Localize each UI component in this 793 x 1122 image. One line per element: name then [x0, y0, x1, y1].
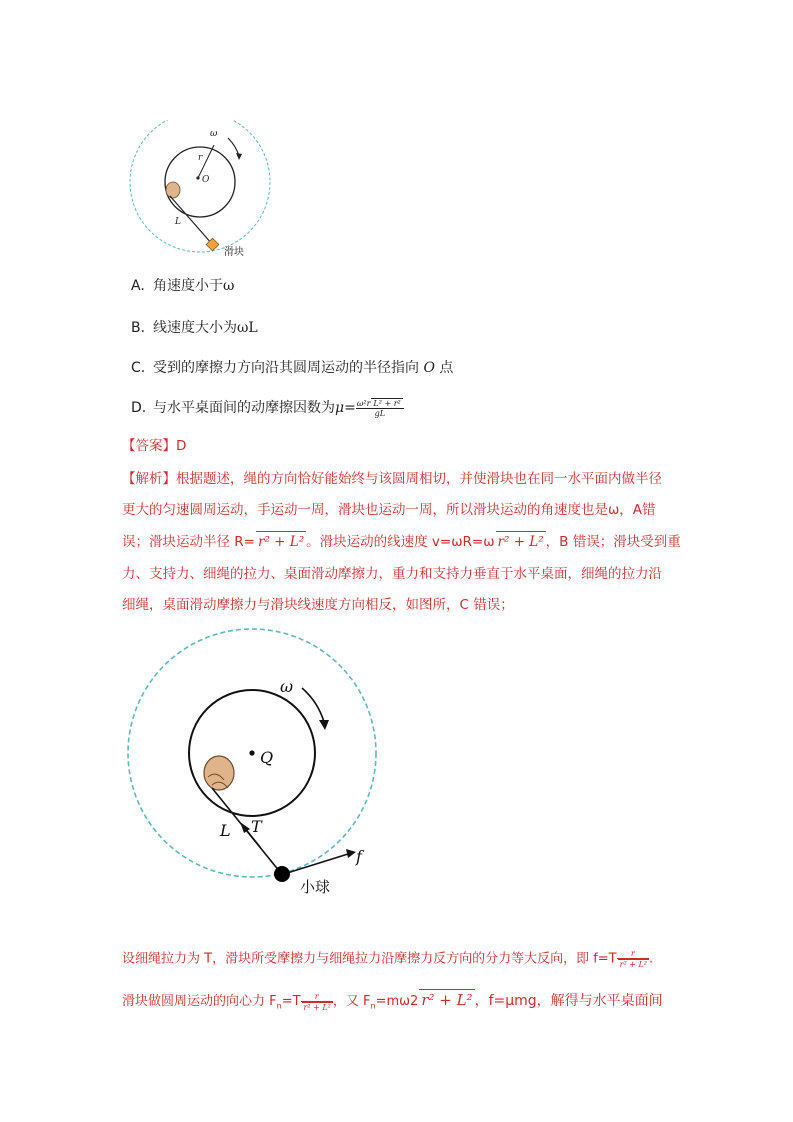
bottom-text-2e: ，f=μmg，解得与水平桌面间: [474, 993, 663, 1009]
option-b-text: 线速度大小为ωL: [153, 320, 258, 336]
analysis-sqrt-1: r² + L²: [256, 531, 306, 552]
label-Q: Q: [260, 748, 274, 767]
friction-arrow-line: [284, 854, 348, 874]
label-omega-2: ω: [280, 677, 294, 696]
analysis-line-1: [122, 469, 662, 489]
bottom-text-2c: ，又 F: [332, 994, 371, 1009]
option-a-text: 角速度小于ω: [153, 278, 235, 294]
label-ball: 小球: [300, 878, 331, 896]
option-d: [131, 398, 404, 418]
bottom-line-1: [122, 949, 653, 970]
friction-arrowhead-icon: [346, 849, 356, 858]
analysis-line-4: [122, 564, 662, 584]
option-a-letter: A.: [131, 278, 145, 294]
bottom-text-2b: =T: [281, 994, 301, 1009]
option-d-text: 与水平桌面间的动摩擦因数为: [153, 400, 335, 416]
ball: [274, 866, 290, 882]
option-a: [131, 276, 234, 296]
bottom-fraction-1: [617, 949, 649, 969]
analysis-label: 【解析】: [122, 471, 176, 487]
option-d-fraction: [356, 398, 404, 418]
rotation-arrow-icon-2: [302, 688, 324, 722]
analysis-text-3b: 。滑块运动的线速度 v=ωR=ω: [306, 534, 495, 550]
label-f: f: [356, 847, 362, 866]
answer-label: 【答案】: [122, 438, 176, 454]
option-c: [131, 358, 453, 378]
diagram-circular-motion-2: [120, 622, 390, 902]
option-c-point: O: [423, 360, 435, 376]
bottom-text-1b: .: [648, 951, 654, 967]
option-c-letter: C.: [131, 360, 146, 376]
rotation-arrowhead-icon-2: [319, 720, 329, 730]
analysis-text-3c: ，B 错误；滑块受到重: [545, 534, 681, 550]
bottom-text-1a: 设细绳拉力为 T，滑块所受摩擦力与细绳拉力沿摩擦力反方向的分力等大反向，即 f=T: [122, 951, 617, 967]
option-c-text: 受到的摩擦力方向沿其圆周运动的半径指向: [153, 360, 419, 376]
bottom-fraction-2: [301, 992, 333, 1012]
option-d-letter: D.: [131, 400, 147, 416]
center-dot-2: [249, 750, 254, 755]
bottom-sub-n: n: [276, 1001, 282, 1011]
option-c-text-after: 点: [439, 360, 454, 376]
option-b-letter: B.: [131, 320, 146, 336]
option-d-mu: μ=: [335, 400, 356, 416]
option-b: [131, 318, 258, 338]
rotation-arrowhead-icon: [236, 153, 242, 160]
label-slider: 滑块: [224, 247, 244, 258]
answer-line: [122, 436, 186, 456]
label-L-2: L: [220, 821, 231, 840]
answer-value: D: [176, 438, 187, 454]
diagram-circular-motion-1: [118, 120, 278, 260]
analysis-line-5: [122, 595, 514, 615]
outer-dashed-circle: [130, 120, 270, 252]
hand-icon-2: [204, 756, 234, 790]
bottom-text-2a: 滑块做圆周运动的向心力 F: [122, 994, 277, 1009]
analysis-text-5: 细绳，桌面滑动摩擦力与滑块线速度方向相反，如图所，C 错误；: [122, 597, 514, 613]
bottom-text-2d: =mω2: [375, 994, 419, 1009]
label-r: r: [198, 153, 203, 163]
hand-icon: [166, 182, 180, 198]
option-d-num-sqrt: L² + r²: [373, 399, 401, 408]
label-omega: ω: [210, 129, 218, 139]
label-O: O: [202, 175, 210, 185]
bottom-frac1-num: r: [617, 949, 649, 959]
analysis-sqrt-2: r² + L²: [496, 531, 546, 552]
bottom-frac2-num: r: [301, 992, 333, 1002]
analysis-text-2: 更大的匀速圆周运动，手运动一周，滑块也运动一周，所以滑块运动的角速度也是ω，A错: [122, 502, 656, 518]
analysis-text-1: 根据题述，绳的方向恰好能始终与该圆周相切，并使滑块也在同一水平面内做半径: [176, 471, 662, 487]
bottom-frac2-den: r² + L²: [303, 1002, 331, 1012]
analysis-text-3a: 误；滑块运动半径 R=: [122, 534, 255, 550]
bottom-sub-n2: n: [370, 1001, 376, 1011]
analysis-line-2: [122, 500, 656, 520]
analysis-text-4: 力、支持力、细绳的拉力、桌面滑动摩擦力，重力和支持力垂直于水平桌面，细绳的拉力沿: [122, 566, 662, 582]
option-d-den: gL: [374, 409, 386, 418]
label-T: T: [251, 817, 262, 836]
analysis-line-3: [122, 531, 681, 552]
option-d-num-pre: ω²r: [356, 399, 371, 408]
bottom-sqrt: r² + L²: [421, 991, 473, 1009]
bottom-frac1-den: r² + L²: [619, 960, 647, 969]
bottom-line-2: [122, 989, 663, 1017]
label-L: L: [175, 217, 181, 227]
